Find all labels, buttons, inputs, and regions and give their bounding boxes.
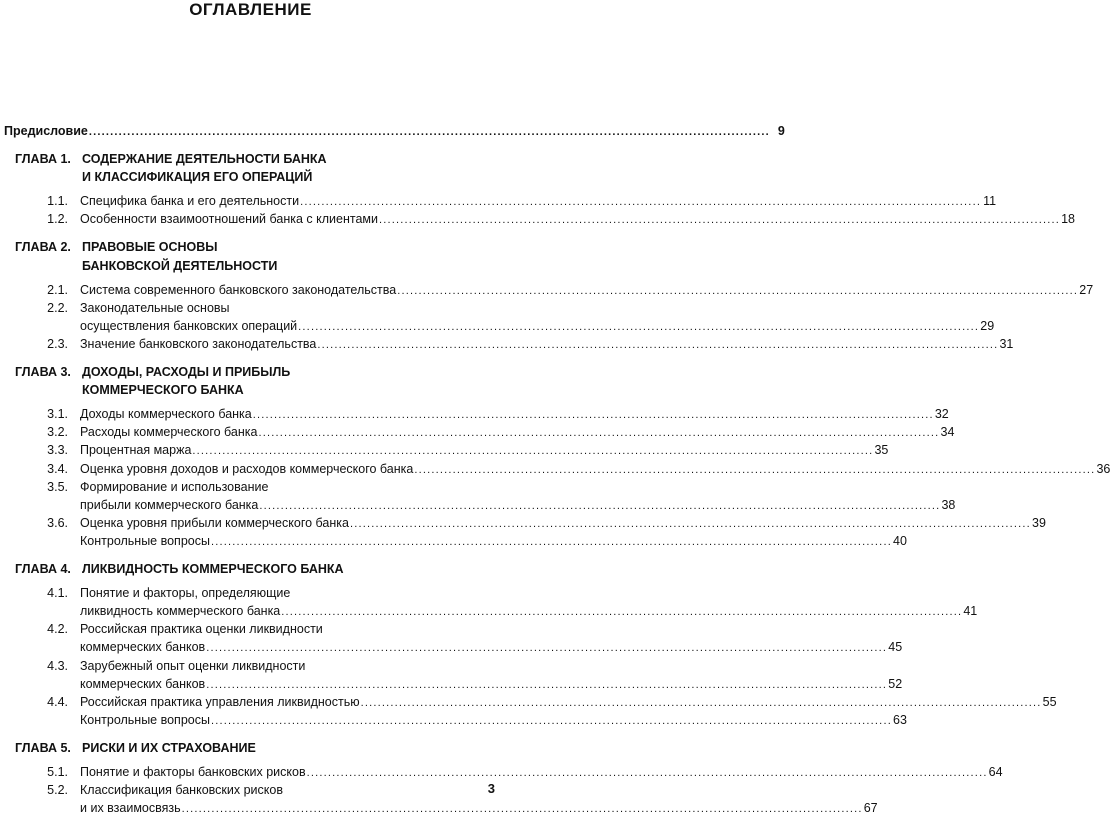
leader-dots: ................................................................................................................................................................	[252, 409, 934, 422]
section-entry	[80, 533, 907, 549]
section-number: 2.3.	[47, 336, 68, 351]
leader-dots: ................................................................................................................................................................	[298, 320, 980, 333]
section-entry-text: прибыли коммерческого банка	[80, 497, 259, 512]
section-entry-page: 36	[1096, 461, 1110, 476]
section-line: Законодательные основы	[80, 300, 230, 315]
section-entry-page: 11	[983, 194, 997, 209]
section-entry-text: Оценка уровня прибыли коммерческого банка	[80, 515, 349, 530]
section-entry-page: 55	[1042, 694, 1057, 709]
section-number: 2.2.	[47, 300, 68, 315]
section-number: 2.1.	[47, 282, 68, 297]
leader-dots: ................................................................................................................................................................	[192, 445, 874, 458]
section-line: Понятие и факторы, определяющие	[80, 586, 291, 601]
section-number: 3.6.	[47, 515, 68, 530]
section-entry	[80, 406, 949, 422]
section-entry-text: Процентная маржа	[80, 443, 192, 458]
section-entry-text: Российская практика управления ликвидностью	[80, 694, 360, 709]
section-entry	[80, 318, 995, 334]
leader-dots: ................................................................................................................................................................	[300, 196, 982, 209]
section-number: 1.1.	[47, 194, 68, 209]
leader-dots: ................................................................................................................................................................	[181, 803, 863, 816]
section-entry	[80, 424, 955, 440]
preface-entry-text: Предисловие	[4, 124, 88, 138]
section-entry-text: Специфика банка и его деятельности	[80, 194, 300, 209]
section-entry-page: 29	[980, 318, 995, 333]
section-entry	[80, 639, 903, 655]
section-entry-text: осуществления банковских операций	[80, 318, 298, 333]
chapter-label: ГЛАВА 4.	[15, 562, 71, 576]
section-entry	[80, 676, 903, 692]
section-entry-text: Система современного банковского законодательства	[80, 282, 397, 297]
preface-entry-page: 9	[777, 124, 785, 138]
section-number: 3.1.	[47, 407, 68, 422]
section-entry-text: Оценка уровня доходов и расходов коммерческого банка	[80, 461, 414, 476]
section-entry-text: Понятие и факторы банковских рисков	[80, 765, 306, 779]
section-entry-page: 63	[893, 712, 907, 727]
leader-dots: ................................................................................................................................................................	[360, 696, 1042, 709]
section-entry	[80, 694, 1057, 710]
leader-dots: ................................................................................................................................................................	[317, 338, 999, 351]
chapter-title-line: КОММЕРЧЕСКОГО БАНКА	[82, 383, 244, 398]
section-entry	[80, 515, 1046, 531]
section-entry-page: 27	[1079, 282, 1094, 297]
chapter-title-line: И КЛАССИФИКАЦИЯ ЕГО ОПЕРАЦИЙ	[82, 170, 313, 185]
section-entry	[80, 282, 1094, 298]
leader-dots: ................................................................................................................................................................	[379, 214, 1060, 227]
section-entry-text: Особенности взаимоотношений банка с клиентами	[80, 212, 378, 227]
section-entry-text: и их взаимосвязь	[80, 801, 181, 816]
section-entry-page: 18	[1061, 212, 1075, 227]
section-entry-page: 32	[934, 407, 949, 422]
section-number: 3.2.	[47, 425, 68, 440]
page-title: ОГЛАВЛЕНИЕ	[189, 0, 312, 19]
section-entry-text: ликвидность коммерческого банка	[80, 604, 281, 619]
chapter-label: ГЛАВА 2.	[15, 240, 71, 255]
leader-dots: ................................................................................................................................................................	[88, 126, 770, 138]
section-entry-text: Значение банковского законодательства	[80, 336, 317, 351]
section-entry-text: Контрольные вопросы	[80, 533, 210, 548]
section-entry-page: 41	[963, 604, 978, 619]
section-entry	[80, 442, 889, 458]
section-number: 3.3.	[47, 443, 68, 458]
section-entry-text: Доходы коммерческого банка	[80, 407, 252, 422]
section-entry-text: Контрольные вопросы	[80, 712, 210, 727]
chapter-title-line: ЛИКВИДНОСТЬ КОММЕРЧЕСКОГО БАНКА	[82, 562, 344, 576]
leader-dots: ................................................................................................................................................................	[210, 535, 892, 548]
section-line: Классификация банковских рисков	[80, 783, 283, 798]
section-entry	[80, 336, 1014, 352]
section-entry-page: 34	[940, 425, 955, 440]
chapter-title-line: СОДЕРЖАНИЕ ДЕЯТЕЛЬНОСТИ БАНКА	[82, 152, 327, 166]
section-number: 4.3.	[47, 658, 68, 673]
section-entry-page: 31	[999, 336, 1014, 351]
section-number: 3.4.	[47, 461, 68, 476]
section-number: 4.2.	[47, 622, 68, 637]
leader-dots: ................................................................................................................................................................	[206, 642, 888, 655]
leader-dots: ................................................................................................................................................................	[306, 767, 988, 779]
section-number: 1.2.	[47, 212, 68, 227]
section-number: 5.1.	[47, 765, 68, 779]
section-entry	[80, 193, 997, 209]
chapter-title-line: БАНКОВСКОЙ ДЕЯТЕЛЬНОСТИ	[82, 258, 278, 273]
section-entry-page: 38	[941, 497, 956, 512]
section-entry	[80, 461, 1110, 477]
section-entry-page: 40	[893, 533, 907, 548]
section-entry-text: коммерческих банков	[80, 640, 206, 655]
section-entry	[80, 712, 907, 728]
section-entry	[80, 764, 1003, 780]
section-number: 4.4.	[47, 694, 68, 709]
section-entry-page: 52	[888, 676, 903, 691]
leader-dots: ................................................................................................................................................................	[349, 517, 1031, 530]
chapter-label: ГЛАВА 3.	[15, 365, 71, 379]
chapter-title-line: ПРАВОВЫЕ ОСНОВЫ	[82, 240, 218, 255]
section-entry-text: Расходы коммерческого банка	[80, 425, 258, 440]
chapter-title-line: ДОХОДЫ, РАСХОДЫ И ПРИБЫЛЬ	[82, 365, 291, 379]
section-entry	[80, 211, 1075, 227]
section-entry-text: коммерческих банков	[80, 676, 206, 691]
leader-dots: ................................................................................................................................................................	[210, 714, 892, 727]
section-entry-page: 67	[863, 801, 878, 816]
section-number: 5.2.	[47, 783, 68, 798]
section-entry-page: 45	[888, 640, 903, 655]
chapter-title-line: РИСКИ И ИХ СТРАХОВАНИЕ	[82, 740, 256, 755]
section-line: Российская практика оценки ликвидности	[80, 622, 323, 637]
section-entry	[80, 603, 978, 619]
section-entry-page: 35	[874, 443, 889, 458]
section-line: Зарубежный опыт оценки ликвидности	[80, 658, 306, 673]
leader-dots: ................................................................................................................................................................	[281, 606, 963, 619]
leader-dots: ................................................................................................................................................................	[397, 284, 1079, 297]
leader-dots: ................................................................................................................................................................	[259, 499, 941, 512]
chapter-label: ГЛАВА 5.	[15, 740, 71, 755]
chapter-label: ГЛАВА 1.	[15, 152, 71, 166]
section-number: 3.5.	[47, 479, 68, 494]
leader-dots: ................................................................................................................................................................	[206, 678, 888, 691]
section-number: 4.1.	[47, 586, 68, 601]
section-entry-page: 39	[1032, 515, 1046, 530]
leader-dots: ................................................................................................................................................................	[414, 463, 1096, 476]
leader-dots: ................................................................................................................................................................	[258, 427, 940, 440]
page-number: 3	[487, 781, 495, 796]
section-entry-page: 64	[988, 765, 1003, 779]
section-entry	[80, 497, 956, 513]
section-line: Формирование и использование	[80, 479, 269, 494]
preface-entry	[4, 123, 785, 139]
section-entry	[80, 800, 878, 816]
